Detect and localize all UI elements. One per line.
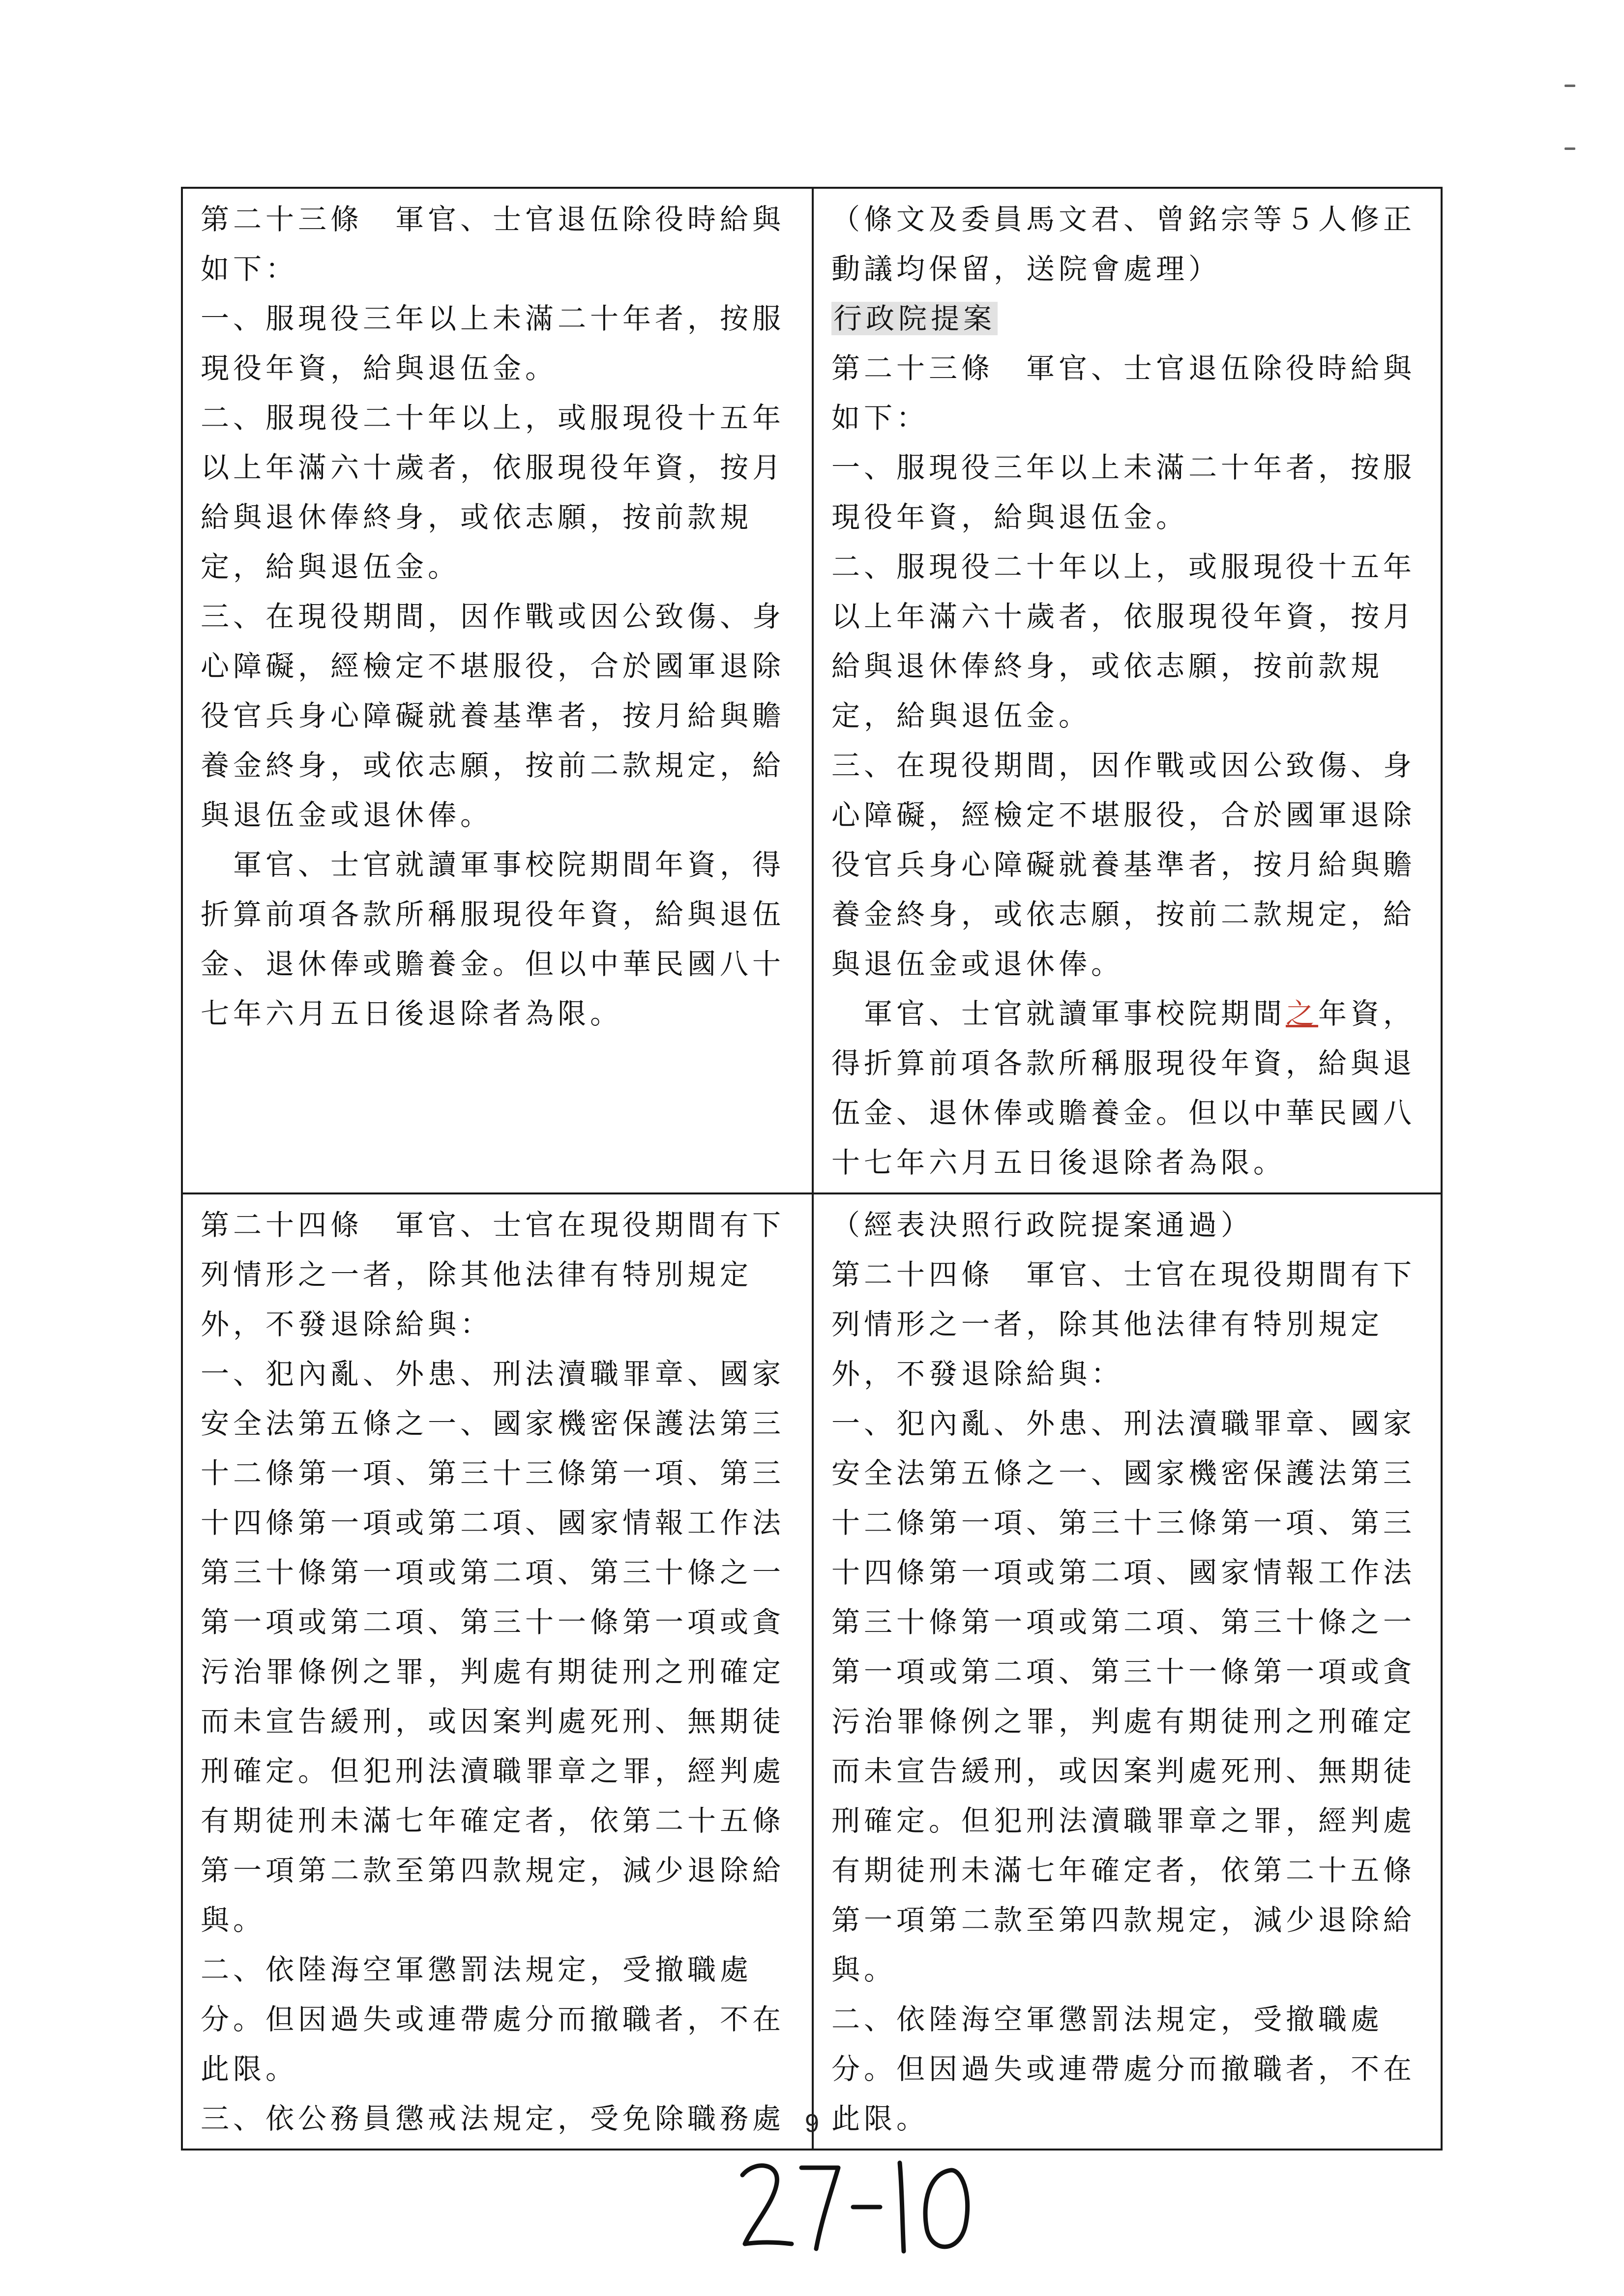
paragraph-text: 軍官、士官就讀軍事校院期間 [864,997,1286,1030]
comparison-table [181,187,1443,2151]
cell-proposal-art24 [813,1193,1442,2150]
committee-note: （條文及委員馬文君、曾銘宗等５人修正動議均保留，送院會處理） [831,203,1416,286]
clause-item: 三、依公務員懲戒法規定，受免除職務處 [201,2102,785,2135]
clause-paragraph [831,989,1424,1188]
article-heading: 第二十三條 軍官、士官退伍除役時給與如下： [831,351,1416,435]
clause-paragraph: 軍官、士官就讀軍事校院期間年資，得折算前項各款所稱服現役年資，給與退伍金、退休俸或贍養金。但以中華民國八十七年六月五日後退除者為限。 [201,848,785,1030]
clause-item: 二、服現役二十年以上，或服現役十五年以上年滿六十歲者，依服現役年資，按月給與退休俸終身，或依志願，按前款規定，給與退伍金。 [201,401,785,583]
article-heading: 第二十三條 軍官、士官退伍除役時給與如下： [201,203,785,286]
margin-mark-bottom [1565,147,1575,150]
proposal-label: 行政院提案 [831,302,998,335]
clause-item: 一、犯內亂、外患、刑法瀆職罪章、國家安全法第五條之一、國家機密保護法第三十二條第一項、第三十三條第一項、第三十四條第一項或第二項、國家情報工作法第三十條第一項或第二項、第三十條之一第一項或第二項、第三十一條第一項或貪污治罪條例之罪，判處有期徒刑之刑確定而未宣告緩刑，或因案判處死刑、無期徒刑確定。但犯刑法瀆職罪章之罪，經判處有期徒刑未滿七年確定者，依第二十五條第一項第二款至第四款規定，減少退除給與。 [201,1357,785,1937]
clause-item: 一、服現役三年以上未滿二十年者，按服現役年資，給與退伍金。 [831,451,1416,534]
cell-original-art24 [182,1193,813,2150]
amended-word: 之 [1286,997,1319,1030]
clause-item: 三、在現役期間，因作戰或因公致傷、身心障礙，經檢定不堪服役，合於國軍退除役官兵身心障礙就養基準者，按月給與贍養金終身，或依志願，按前二款規定，給與退伍金或退休俸。 [201,600,785,832]
clause-item: 一、服現役三年以上未滿二十年者，按服現役年資，給與退伍金。 [201,302,785,385]
clause-item: 二、依陸海空軍懲罰法規定，受撤職處分。但因過失或連帶處分而撤職者，不在此限。 [831,2003,1416,2135]
margin-mark-top [1565,85,1575,87]
cell-proposal-art23 [813,188,1442,1193]
cell-original-art23 [182,188,813,1193]
clause-item: 二、依陸海空軍懲罰法規定，受撤職處分。但因過失或連帶處分而撤職者，不在此限。 [201,1953,785,2086]
article-heading: 第二十四條 軍官、士官在現役期間有下列情形之一者，除其他法律有特別規定外，不發退除給與： [831,1258,1416,1391]
paragraph-text: 年資，得折算前項各款所稱服現役年資，給與退伍金、退休俸或贍養金。但以中華民國八十七年六月五日後退除者為限。 [831,997,1416,1179]
clause-item: 一、犯內亂、外患、刑法瀆職罪章、國家安全法第五條之一、國家機密保護法第三十二條第一項、第三十三條第一項、第三十四條第一項或第二項、國家情報工作法第三十條第一項或第二項、第三十條之一第一項或第二項、第三十一條第一項或貪污治罪條例之罪，判處有期徒刑之刑確定而未宣告緩刑，或因案判處死刑、無期徒刑確定。但犯刑法瀆職罪章之罪，經判處有期徒刑未滿七年確定者，依第二十五條第一項第二款至第四款規定，減少退除給與。 [831,1407,1416,1986]
committee-note: （經表決照行政院提案通過） [831,1208,1254,1242]
clause-item: 二、服現役二十年以上，或服現役十五年以上年滿六十歲者，依服現役年資，按月給與退休俸終身，或依志願，按前款規定，給與退伍金。 [831,550,1416,732]
clause-item: 三、在現役期間，因作戰或因公致傷、身心障礙，經檢定不堪服役，合於國軍退除役官兵身心障礙就養基準者，按月給與贍養金終身，或依志願，按前二款規定，給與退伍金或退休俸。 [831,749,1416,981]
article-heading: 第二十四條 軍官、士官在現役期間有下列情形之一者，除其他法律有特別規定外，不發退除給與： [201,1208,785,1341]
table-row [182,188,1442,1193]
page-number: 9 [805,2109,819,2138]
handwritten-page-mark [733,2148,978,2261]
table-row [182,1193,1442,2150]
